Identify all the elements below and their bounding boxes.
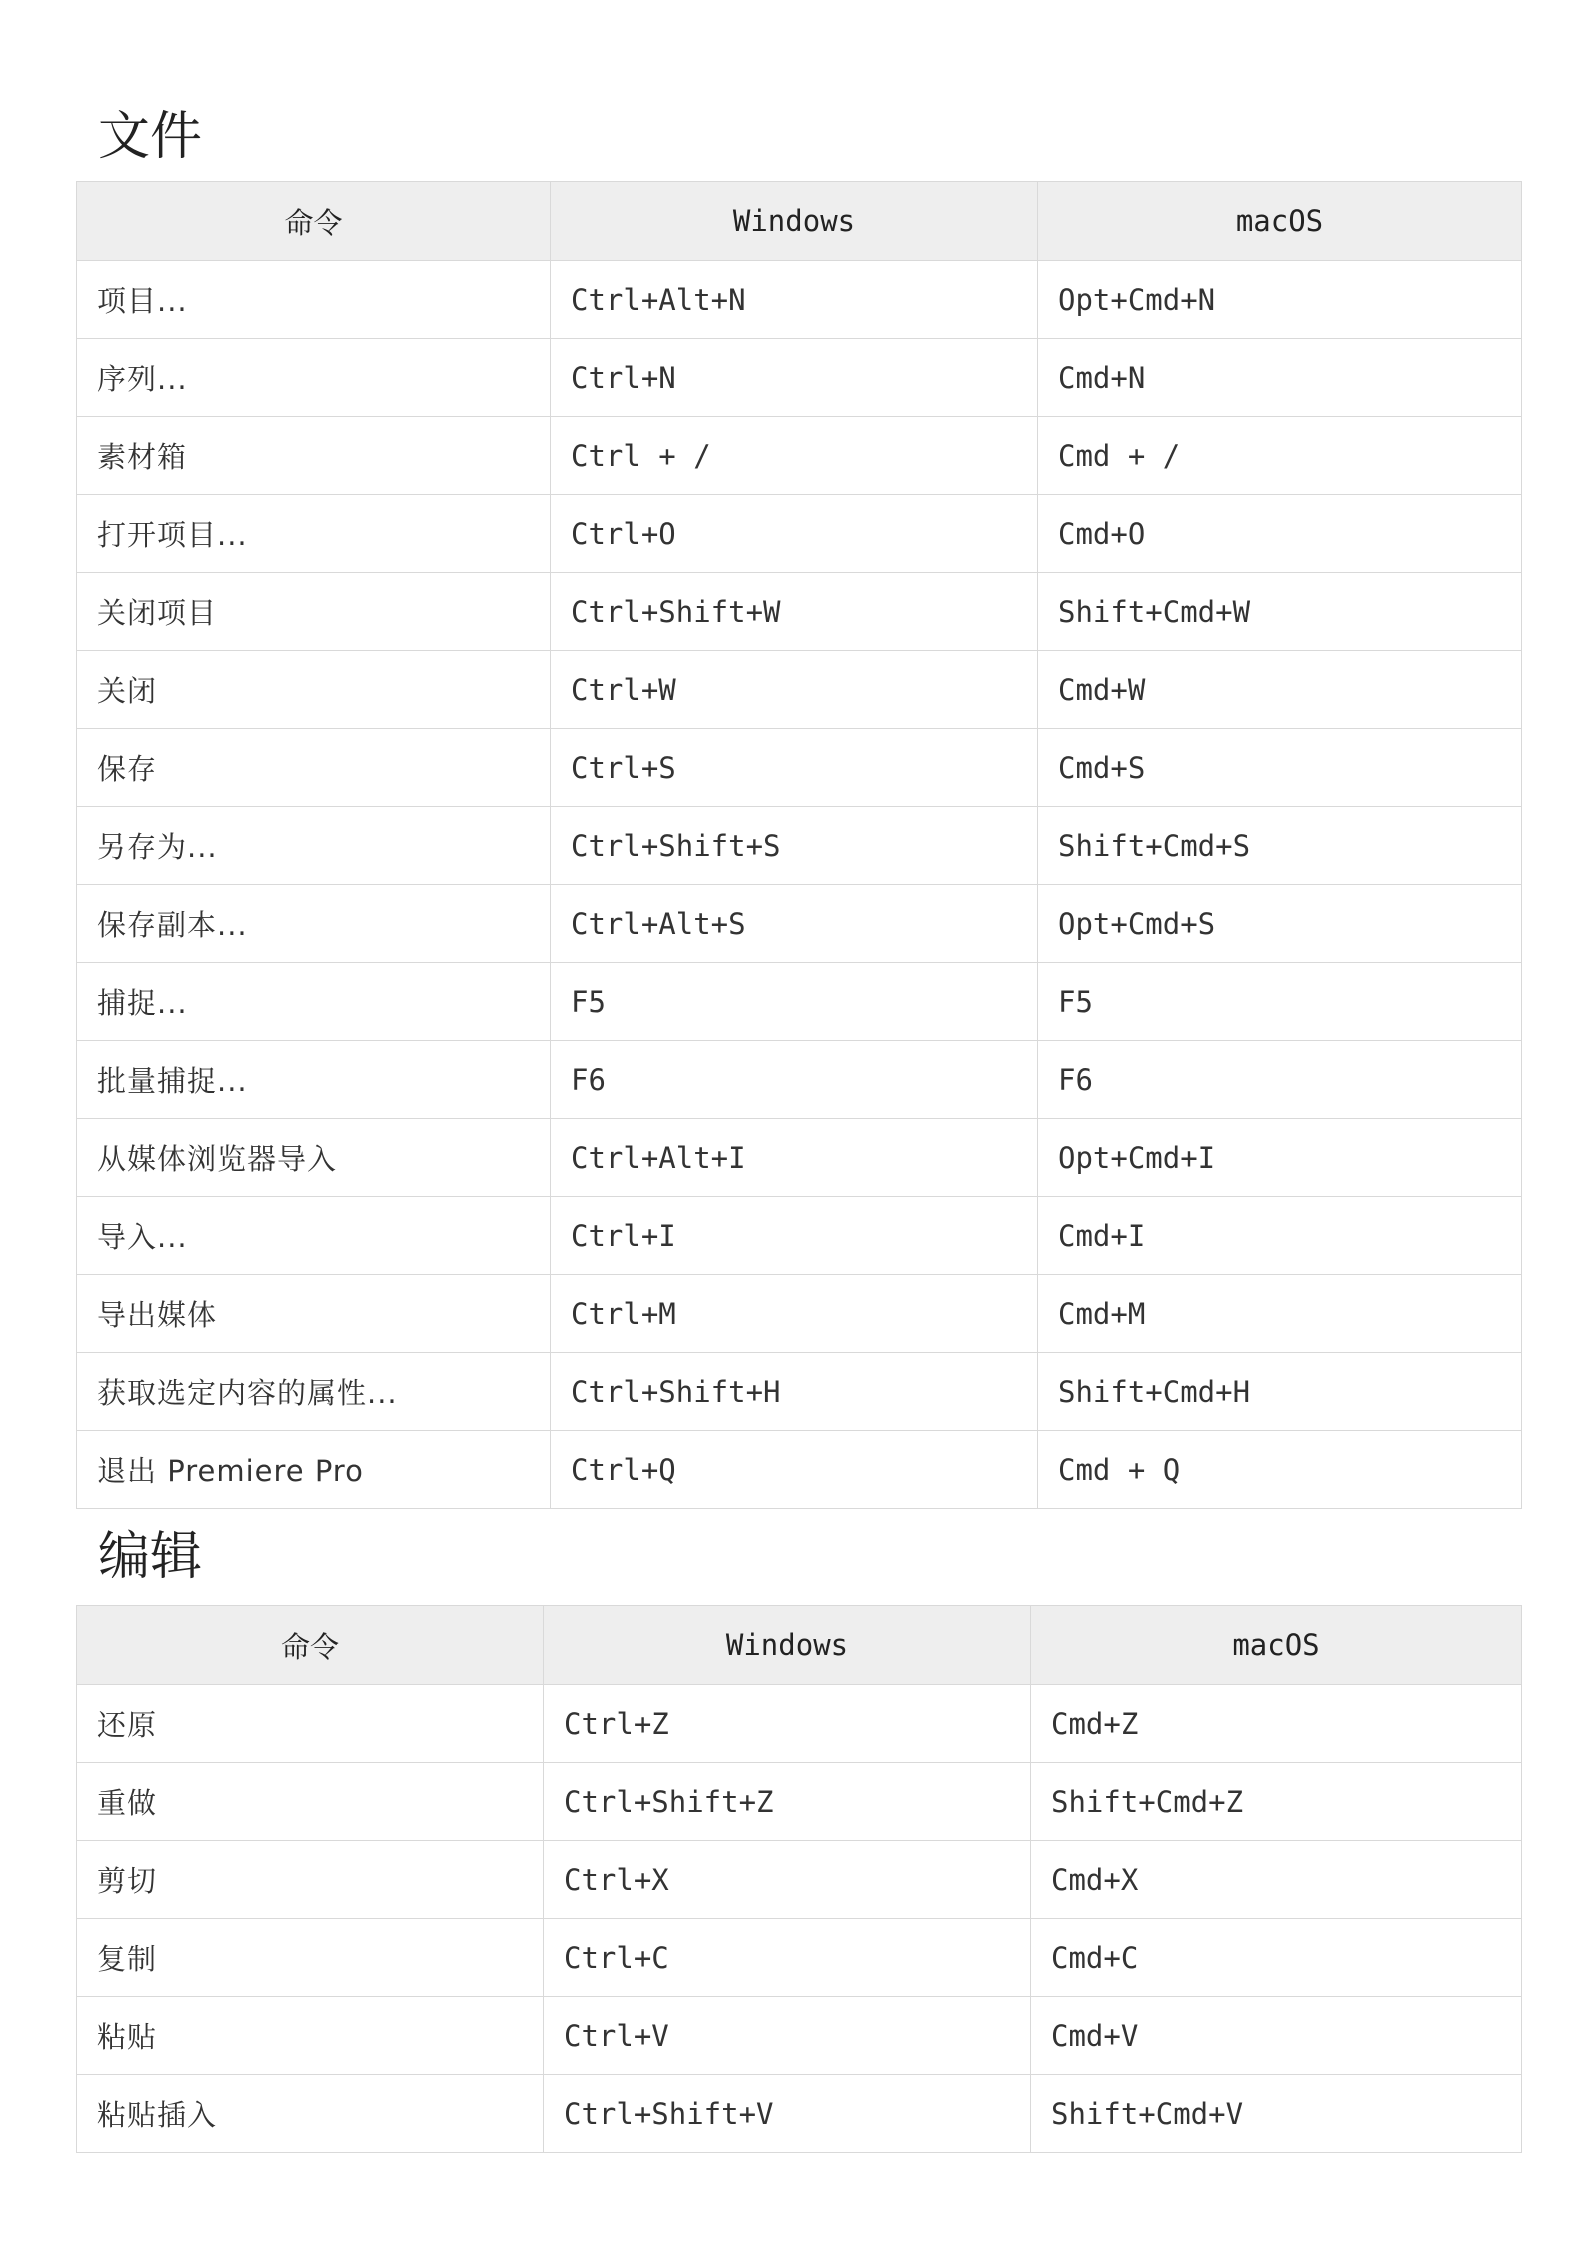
command-cell: 项目... — [77, 261, 551, 339]
macos-shortcut-cell: F5 — [1038, 963, 1522, 1041]
macos-shortcut-cell: Opt+Cmd+I — [1038, 1119, 1522, 1197]
windows-shortcut-cell: Ctrl+Alt+N — [551, 261, 1038, 339]
table-row — [77, 261, 1522, 339]
table-row — [77, 1197, 1522, 1275]
table-row — [77, 1041, 1522, 1119]
windows-shortcut-cell: Ctrl+Shift+H — [551, 1353, 1038, 1431]
command-cell: 关闭 — [77, 651, 551, 729]
command-cell: 素材箱 — [77, 417, 551, 495]
windows-shortcut-cell: Ctrl+Shift+S — [551, 807, 1038, 885]
windows-shortcut-cell: Ctrl+W — [551, 651, 1038, 729]
table-row — [77, 729, 1522, 807]
command-cell: 序列... — [77, 339, 551, 417]
macos-shortcut-cell: Shift+Cmd+Z — [1031, 1763, 1522, 1841]
table-row — [77, 885, 1522, 963]
section-title-file: 文件 — [98, 107, 203, 167]
table-row — [77, 573, 1522, 651]
macos-shortcut-cell: Cmd+V — [1031, 1997, 1522, 2075]
windows-shortcut-cell: Ctrl+N — [551, 339, 1038, 417]
command-cell: 保存副本... — [77, 885, 551, 963]
column-header-command: 命令 — [77, 182, 551, 261]
table-row — [77, 1431, 1522, 1509]
windows-shortcut-cell: Ctrl+S — [551, 729, 1038, 807]
windows-shortcut-cell: Ctrl+O — [551, 495, 1038, 573]
windows-shortcut-cell: Ctrl+C — [544, 1919, 1031, 1997]
command-cell: 粘贴 — [77, 1997, 544, 2075]
section-title-edit: 编辑 — [98, 1527, 203, 1587]
table-row — [77, 1275, 1522, 1353]
table-row — [77, 963, 1522, 1041]
command-cell: 保存 — [77, 729, 551, 807]
windows-shortcut-cell: Ctrl+M — [551, 1275, 1038, 1353]
macos-shortcut-cell: Cmd+Z — [1031, 1685, 1522, 1763]
macos-shortcut-cell: Cmd+W — [1038, 651, 1522, 729]
command-cell: 退出 Premiere Pro — [77, 1431, 551, 1509]
windows-shortcut-cell: Ctrl+X — [544, 1841, 1031, 1919]
macos-shortcut-cell: Cmd+X — [1031, 1841, 1522, 1919]
table-row — [77, 2075, 1522, 2153]
windows-shortcut-cell: Ctrl+Shift+Z — [544, 1763, 1031, 1841]
windows-shortcut-cell: F6 — [551, 1041, 1038, 1119]
windows-shortcut-cell: Ctrl+Z — [544, 1685, 1031, 1763]
macos-shortcut-cell: Opt+Cmd+N — [1038, 261, 1522, 339]
macos-shortcut-cell: F6 — [1038, 1041, 1522, 1119]
windows-shortcut-cell: F5 — [551, 963, 1038, 1041]
command-cell: 导出媒体 — [77, 1275, 551, 1353]
table-row — [77, 807, 1522, 885]
macos-shortcut-cell: Cmd + Q — [1038, 1431, 1522, 1509]
windows-shortcut-cell: Ctrl+Alt+I — [551, 1119, 1038, 1197]
macos-shortcut-cell: Shift+Cmd+V — [1031, 2075, 1522, 2153]
table-row — [77, 417, 1522, 495]
windows-shortcut-cell: Ctrl+I — [551, 1197, 1038, 1275]
column-header-macos: macOS — [1038, 182, 1522, 261]
table-row — [77, 1353, 1522, 1431]
macos-shortcut-cell: Shift+Cmd+S — [1038, 807, 1522, 885]
command-cell: 批量捕捉... — [77, 1041, 551, 1119]
macos-shortcut-cell: Cmd+S — [1038, 729, 1522, 807]
command-cell: 捕捉... — [77, 963, 551, 1041]
table-header-row — [77, 182, 1522, 261]
windows-shortcut-cell: Ctrl+V — [544, 1997, 1031, 2075]
table-header-row — [77, 1606, 1522, 1685]
macos-shortcut-cell: Shift+Cmd+H — [1038, 1353, 1522, 1431]
macos-shortcut-cell: Opt+Cmd+S — [1038, 885, 1522, 963]
table-row — [77, 1685, 1522, 1763]
command-cell: 打开项目... — [77, 495, 551, 573]
command-cell: 导入... — [77, 1197, 551, 1275]
windows-shortcut-cell: Ctrl+Alt+S — [551, 885, 1038, 963]
table-row — [77, 651, 1522, 729]
command-cell: 复制 — [77, 1919, 544, 1997]
macos-shortcut-cell: Cmd+O — [1038, 495, 1522, 573]
table-row — [77, 1841, 1522, 1919]
column-header-windows: Windows — [551, 182, 1038, 261]
windows-shortcut-cell: Ctrl+Shift+V — [544, 2075, 1031, 2153]
command-cell: 关闭项目 — [77, 573, 551, 651]
windows-shortcut-cell: Ctrl+Q — [551, 1431, 1038, 1509]
windows-shortcut-cell: Ctrl+Shift+W — [551, 573, 1038, 651]
macos-shortcut-cell: Cmd+M — [1038, 1275, 1522, 1353]
macos-shortcut-cell: Cmd+N — [1038, 339, 1522, 417]
table-row — [77, 1119, 1522, 1197]
shortcut-table-file — [76, 181, 1522, 1509]
command-cell: 另存为... — [77, 807, 551, 885]
macos-shortcut-cell: Cmd+C — [1031, 1919, 1522, 1997]
table-row — [77, 339, 1522, 417]
column-header-macos: macOS — [1031, 1606, 1522, 1685]
command-cell: 从媒体浏览器导入 — [77, 1119, 551, 1197]
column-header-windows: Windows — [544, 1606, 1031, 1685]
command-cell: 粘贴插入 — [77, 2075, 544, 2153]
shortcut-table-edit — [76, 1605, 1522, 2153]
table-row — [77, 1997, 1522, 2075]
windows-shortcut-cell: Ctrl + / — [551, 417, 1038, 495]
table-row — [77, 495, 1522, 573]
command-cell: 重做 — [77, 1763, 544, 1841]
command-cell: 剪切 — [77, 1841, 544, 1919]
macos-shortcut-cell: Shift+Cmd+W — [1038, 573, 1522, 651]
table-row — [77, 1763, 1522, 1841]
macos-shortcut-cell: Cmd + / — [1038, 417, 1522, 495]
table-row — [77, 1919, 1522, 1997]
command-cell: 还原 — [77, 1685, 544, 1763]
command-cell: 获取选定内容的属性... — [77, 1353, 551, 1431]
macos-shortcut-cell: Cmd+I — [1038, 1197, 1522, 1275]
column-header-command: 命令 — [77, 1606, 544, 1685]
